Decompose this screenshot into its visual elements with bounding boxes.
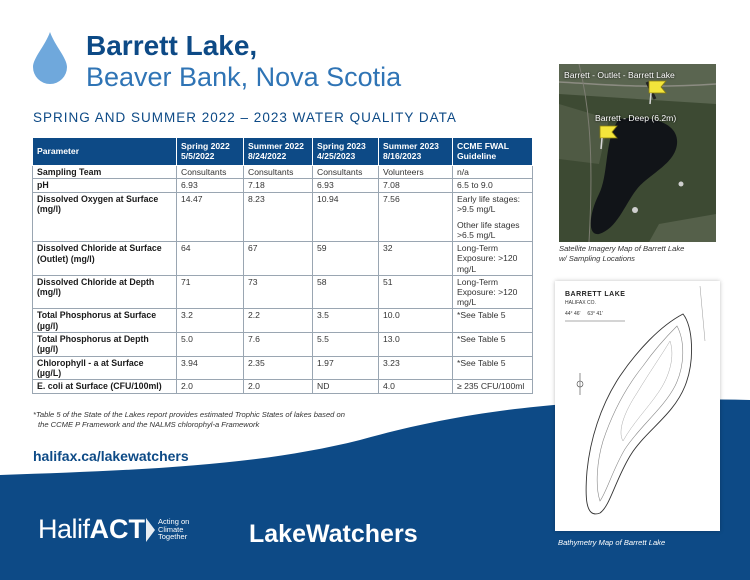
page-title: Barrett Lake, xyxy=(86,30,258,61)
halifact-logo xyxy=(38,514,189,545)
bathymetry-map-caption: Bathymetry Map of Barrett Lake xyxy=(558,538,666,547)
guideline-cell: ≥ 235 CFU/100ml xyxy=(453,380,533,393)
guideline-cell: *See Table 5 xyxy=(453,332,533,356)
guideline-cell: n/a xyxy=(453,166,533,179)
water-drop-icon xyxy=(33,32,67,84)
table-row xyxy=(33,380,533,393)
lakewatchers-logo: LakeWatchers xyxy=(249,520,418,548)
guideline-cell: Long-Term Exposure: >120 mg/L xyxy=(453,275,533,308)
table-row xyxy=(33,192,533,242)
value-cell: 1.97 xyxy=(313,356,379,380)
value-cell: 2.2 xyxy=(244,309,313,333)
value-cell: 64 xyxy=(177,242,244,275)
footnote-line: the CCME P Framework and the NALMS chlorophyl-a Framework xyxy=(38,419,260,429)
value-cell: 10.0 xyxy=(379,309,453,333)
value-cell: 6.93 xyxy=(313,179,379,192)
value-cell: 7.56 xyxy=(379,192,453,242)
parameter-cell: Dissolved Oxygen at Surface (mg/l) xyxy=(33,192,177,242)
value-cell: 3.5 xyxy=(313,309,379,333)
table-header-row xyxy=(33,138,533,166)
value-cell: 3.2 xyxy=(177,309,244,333)
column-header: CCME FWAL Guideline xyxy=(453,138,533,166)
guideline-cell: Long-Term Exposure: >120 mg/L xyxy=(453,242,533,275)
value-cell: 7.18 xyxy=(244,179,313,192)
halifact-tagline: Acting on Climate Together xyxy=(158,516,190,542)
value-cell: 3.94 xyxy=(177,356,244,380)
value-cell: 3.23 xyxy=(379,356,453,380)
guideline-cell: 6.5 to 9.0 xyxy=(453,179,533,192)
value-cell: 2.35 xyxy=(244,356,313,380)
parameter-cell: Dissolved Chloride at Depth (mg/l) xyxy=(33,275,177,308)
map-pin-icon xyxy=(646,79,670,105)
value-cell: 67 xyxy=(244,242,313,275)
page-title-location: Beaver Bank, Nova Scotia xyxy=(86,62,402,92)
parameter-cell: Sampling Team xyxy=(33,166,177,179)
parameter-cell: Total Phosphorus at Surface (µg/l) xyxy=(33,309,177,333)
value-cell: 14.47 xyxy=(177,192,244,242)
map-label-deep: Barrett - Deep (6.2m) xyxy=(595,113,677,123)
value-cell: 58 xyxy=(313,275,379,308)
value-cell: 73 xyxy=(244,275,313,308)
triangle-icon xyxy=(146,518,155,542)
column-header: Summer 2022 8/24/2022 xyxy=(244,138,313,166)
map-pin-icon xyxy=(597,124,621,150)
column-header: Parameter xyxy=(33,138,177,166)
water-quality-table xyxy=(32,137,533,394)
bathymetry-map xyxy=(555,281,720,531)
parameter-cell: Chlorophyll - a at Surface (µg/L) xyxy=(33,356,177,380)
bathymetry-map-title: BARRETT LAKE xyxy=(565,291,626,298)
value-cell: 6.93 xyxy=(177,179,244,192)
column-header: Spring 2022 5/5/2022 xyxy=(177,138,244,166)
value-cell: 7.6 xyxy=(244,332,313,356)
value-cell: Consultants xyxy=(177,166,244,179)
value-cell: 32 xyxy=(379,242,453,275)
table-row xyxy=(33,166,533,179)
guideline-cell: *See Table 5 xyxy=(453,309,533,333)
halifact-logo-text: Halif xyxy=(38,514,90,544)
section-subtitle: SPRING AND SUMMER 2022 – 2023 WATER QUALITY DATA xyxy=(33,110,457,125)
footnote-line: *Table 5 of the State of the Lakes report provides estimated Trophic States of lakes based on xyxy=(33,410,345,419)
guideline-cell: Early life stages: >9.5 mg/L Other life stages >6.5 mg/L xyxy=(453,192,533,242)
bathymetry-map-county: HALIFAX CO. xyxy=(565,300,596,306)
satellite-map-caption: Satellite Imagery Map of Barrett Lake w/ Sampling Locations xyxy=(559,244,685,264)
value-cell: 10.94 xyxy=(313,192,379,242)
parameter-cell: Total Phosphorus at Depth (µg/l) xyxy=(33,332,177,356)
value-cell: 5.0 xyxy=(177,332,244,356)
value-cell: Consultants xyxy=(244,166,313,179)
parameter-cell: E. coli at Surface (CFU/100ml) xyxy=(33,380,177,393)
value-cell: Consultants xyxy=(313,166,379,179)
table-row xyxy=(33,309,533,333)
value-cell: 7.08 xyxy=(379,179,453,192)
parameter-cell: pH xyxy=(33,179,177,192)
value-cell: 51 xyxy=(379,275,453,308)
table-row xyxy=(33,356,533,380)
table-row xyxy=(33,275,533,308)
value-cell: 8.23 xyxy=(244,192,313,242)
table-row xyxy=(33,179,533,192)
column-header: Spring 2023 4/25/2023 xyxy=(313,138,379,166)
value-cell: 2.0 xyxy=(177,380,244,393)
value-cell: 71 xyxy=(177,275,244,308)
parameter-cell: Dissolved Chloride at Surface (Outlet) (mg/l) xyxy=(33,242,177,275)
column-header: Summer 2023 8/16/2023 xyxy=(379,138,453,166)
value-cell: 4.0 xyxy=(379,380,453,393)
value-cell: 13.0 xyxy=(379,332,453,356)
value-cell: ND xyxy=(313,380,379,393)
value-cell: Volunteers xyxy=(379,166,453,179)
value-cell: 2.0 xyxy=(244,380,313,393)
table-row xyxy=(33,332,533,356)
table-row xyxy=(33,242,533,275)
value-cell: 59 xyxy=(313,242,379,275)
website-link[interactable]: halifax.ca/lakewatchers xyxy=(33,448,189,464)
bathymetry-map-coords: 44° 46' 63° 41' xyxy=(565,311,603,317)
map-label-outlet: Barrett - Outlet - Barrett Lake xyxy=(564,70,675,80)
halifact-logo-text-bold: ACT xyxy=(89,514,146,544)
satellite-map xyxy=(559,64,716,242)
value-cell: 5.5 xyxy=(313,332,379,356)
guideline-cell: *See Table 5 xyxy=(453,356,533,380)
